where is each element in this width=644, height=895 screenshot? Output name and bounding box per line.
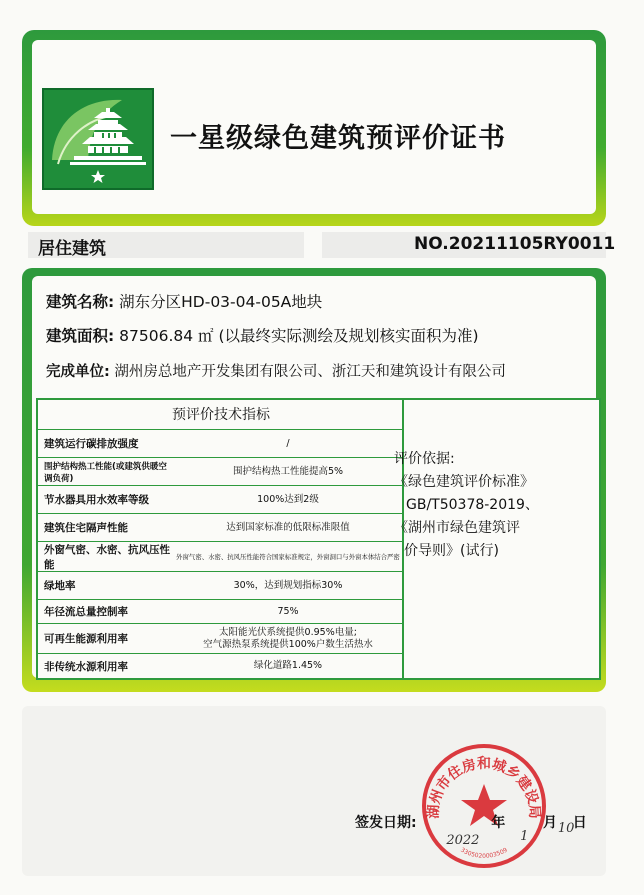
table-row [38, 624, 404, 654]
evaluation-basis [394, 448, 539, 563]
issue-date-label: 签发日期: [355, 815, 417, 831]
row-label: 围护结构热工性能(或建筑供暖空调负荷) [44, 461, 167, 484]
indicators-column [38, 400, 404, 678]
building-category: 居住建筑 [38, 239, 106, 259]
table-row [38, 600, 404, 624]
basis-line-1: 《绿色建筑评价标准》 [394, 474, 534, 490]
svg-text:3305020003509 [459, 847, 509, 860]
basis-line-3: 《湖州市绿色建筑评 [394, 520, 520, 536]
issue-date [355, 812, 587, 848]
row-label: 年径流总量控制率 [44, 606, 128, 618]
completion-unit-value: 湖州房总地产开发集团有限公司、浙江天和建筑设计有限公司 [114, 364, 506, 380]
row-value: 围护结构热工性能提高5% [232, 465, 344, 477]
row-label: 可再生能源利用率 [44, 633, 128, 645]
handwritten-year: 2022 [446, 833, 480, 848]
completion-unit-label: 完成单位: [46, 364, 110, 380]
row-value: 绿化道路1.45% [253, 660, 323, 671]
official-seal-icon [418, 740, 550, 872]
table-row [38, 458, 404, 486]
year-label: 年 [491, 815, 506, 831]
row-label: 建筑运行碳排放强度 [44, 438, 139, 450]
basis-line-4: 价导则》(试行) [404, 543, 499, 559]
row-value: 30%，达到规划指标30% [233, 579, 343, 591]
temple-of-heaven-logo-icon [42, 88, 154, 190]
day-label: 日 [572, 815, 587, 831]
building-name-line [46, 290, 322, 312]
row-value: 75% [277, 605, 299, 617]
building-area-value: 87506.84 ㎡ (以最终实际测绘及规划核实面积为准) [119, 327, 479, 345]
table-row [38, 542, 404, 572]
building-name-value: 湖东分区HD-03-04-05A地块 [119, 293, 323, 311]
seal-code: 3305020003509 [459, 846, 509, 860]
building-area-label: 建筑面积: [46, 327, 115, 345]
seal-text: 湖州市住房和城乡建设局 [425, 756, 543, 820]
basis-line-2: GB/T50378-2019、 [406, 497, 539, 513]
table-row [38, 572, 404, 600]
table-row [38, 654, 404, 678]
completion-unit-line [46, 360, 506, 381]
table-row [38, 430, 404, 458]
month-label: 月 [542, 815, 557, 831]
handwritten-month: 1 [520, 829, 529, 844]
row-label: 外窗气密、水密、抗风压性能 [44, 543, 170, 571]
table-row [38, 514, 404, 542]
row-label: 非传统水源利用率 [44, 660, 128, 673]
row-value: 100%达到2级 [257, 493, 319, 505]
certificate-title: 一星级绿色建筑预评价证书 [170, 123, 506, 154]
row-value: 太阳能光伏系统提供0.95%电量; 空气源热泵系统提供100%户数生活热水 [203, 626, 373, 650]
row-label: 建筑住宅隔声性能 [44, 522, 128, 534]
basis-title: 评价依据: [394, 451, 455, 467]
row-value: 达到国家标准的低限标准限值 [226, 521, 350, 533]
handwritten-day: 10 [557, 821, 575, 836]
certificate-number: NO.20211105RY0011 [414, 234, 616, 254]
row-value: 外窗气密、水密、抗风压性能符合国家标准规定，外窗洞口与外窗本体结合严密 [176, 552, 400, 561]
table-header: 预评价技术指标 [38, 400, 404, 430]
building-name-label: 建筑名称: [46, 293, 115, 311]
building-area-line [46, 324, 479, 346]
table-row [38, 486, 404, 514]
row-label: 绿地率 [44, 580, 76, 592]
row-label: 节水器具用水效率等级 [44, 494, 149, 506]
row-value: / [286, 437, 290, 449]
